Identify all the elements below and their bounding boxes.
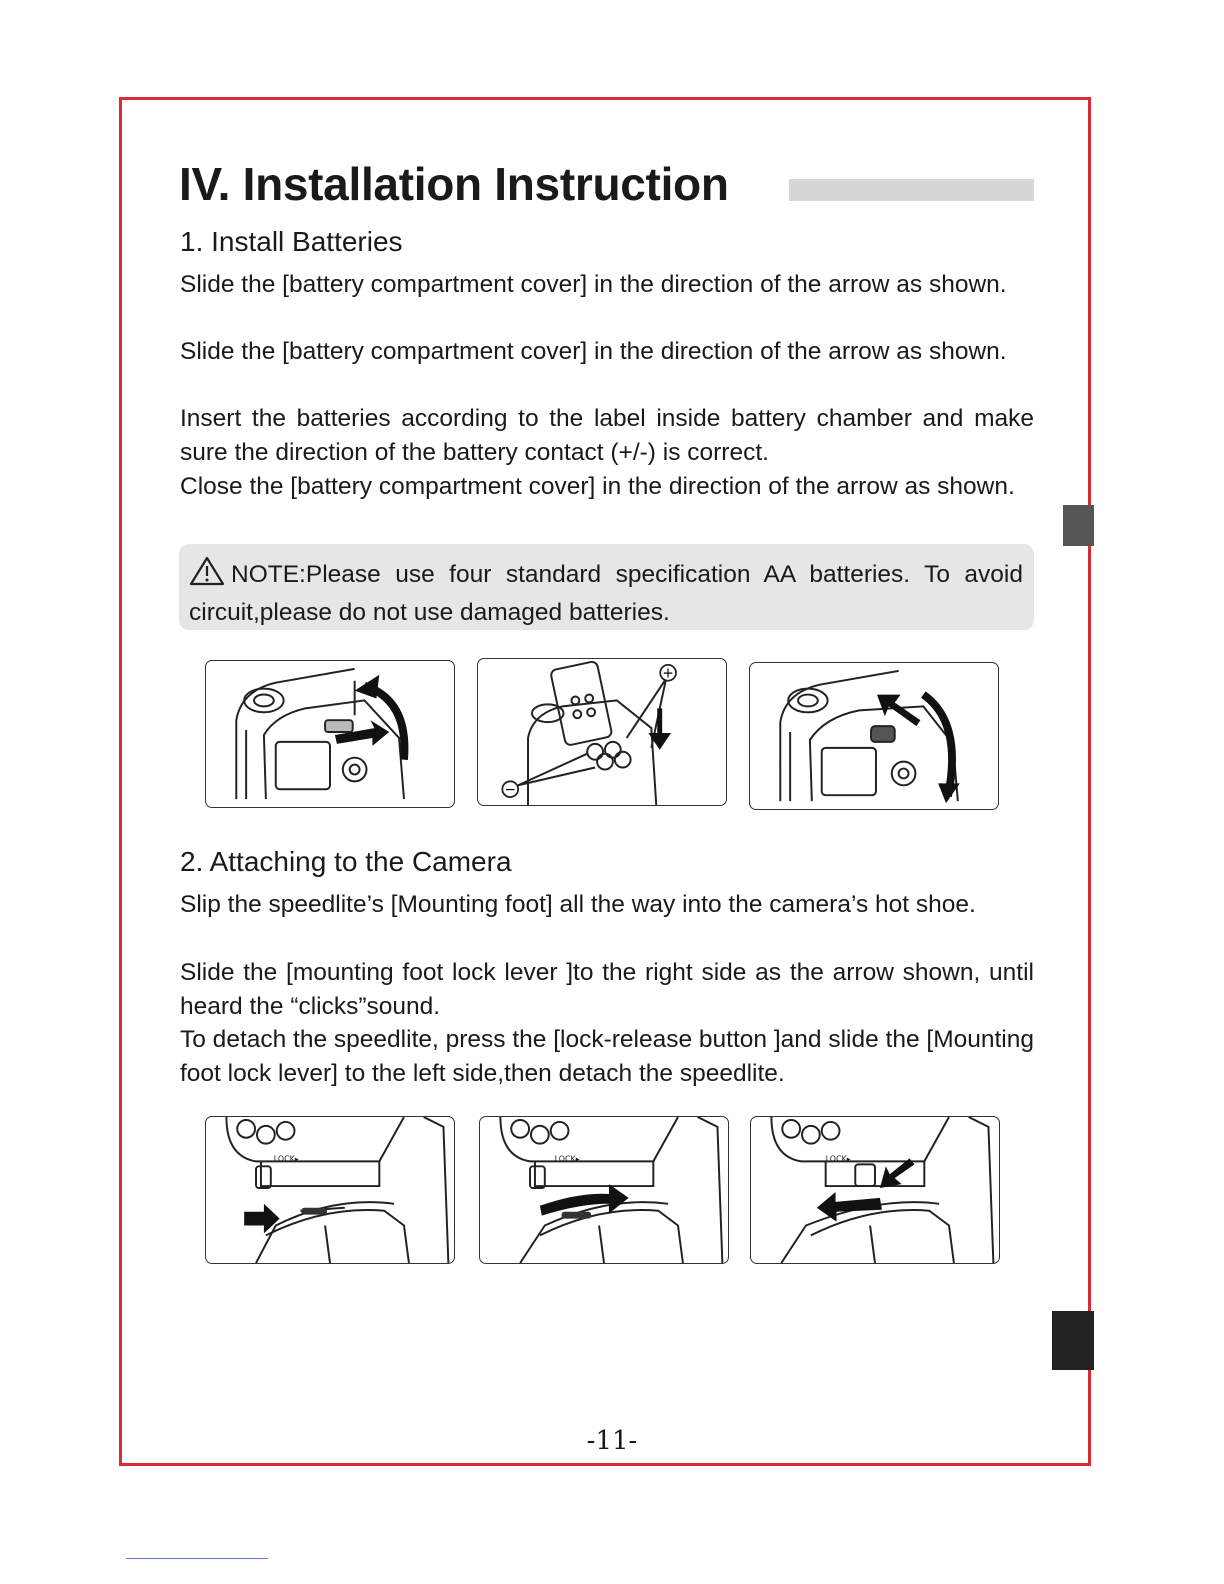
- lock-label: LOCK▸: [273, 1154, 299, 1164]
- section2-paragraph: To detach the speedlite, press the [lock-release button ]and slide the [Mounting foot lock lever] to the left side,then detach the speedlite.: [180, 1026, 1034, 1087]
- figure-close-battery-cover: [749, 662, 999, 810]
- minus-label: −: [504, 782, 517, 799]
- release-lever-illustration: [751, 1117, 999, 1263]
- section2-heading: 2. Attaching to the Camera: [180, 846, 512, 877]
- battery-insertion-illustration: [478, 659, 726, 805]
- title-decoration-bar: [789, 179, 1034, 201]
- camera-flash-close-cover-illustration: [750, 663, 998, 809]
- mounting-foot-illustration: [206, 1117, 454, 1263]
- figure-open-battery-cover: [205, 660, 455, 808]
- plus-label: +: [662, 665, 674, 682]
- figure-lock-lever-right: [479, 1116, 729, 1264]
- note-box: [179, 544, 1034, 630]
- section2-paragraph: Slip the speedlite’s [Mounting foot] all the way into the camera’s hot shoe.: [180, 891, 976, 918]
- section1-paragraph: Slide the [battery compartment cover] in the direction of the arrow as shown.: [180, 338, 1007, 365]
- page-title: IV. Installation Instruction: [179, 158, 729, 210]
- lock-lever-illustration: [480, 1117, 728, 1263]
- section1-paragraph: Insert the batteries according to the label inside battery chamber and make sure the direction of the battery contact (+/-) is correct.: [180, 405, 1034, 466]
- section1-paragraph: Slide the [battery compartment cover] in the direction of the arrow as shown.: [180, 271, 1007, 298]
- warning-icon: [189, 556, 225, 596]
- figure-slide-into-hot-shoe: [205, 1116, 455, 1264]
- figure-release-lever-left: [750, 1116, 1000, 1264]
- camera-flash-open-cover-illustration: [206, 661, 454, 807]
- section1-heading: 1. Install Batteries: [180, 226, 403, 257]
- bottom-rule: [126, 1558, 268, 1559]
- figure-insert-batteries: [477, 658, 727, 806]
- side-tab-marker-dark: [1052, 1311, 1094, 1370]
- section2-paragraph: Slide the [mounting foot lock lever ]to the right side as the arrow shown, until heard the “clicks”sound.: [180, 959, 1034, 1020]
- lock-label: LOCK▸: [554, 1154, 580, 1164]
- side-tab-marker: [1063, 505, 1094, 546]
- section1-paragraph: Close the [battery compartment cover] in the direction of the arrow as shown.: [180, 473, 1015, 500]
- lock-label: LOCK▸: [825, 1154, 851, 1164]
- page-number: -11-: [586, 1426, 638, 1456]
- note-text: NOTE:Please use four standard specification AA batteries. To avoid circuit,please do not use damaged batteries.: [189, 561, 1023, 626]
